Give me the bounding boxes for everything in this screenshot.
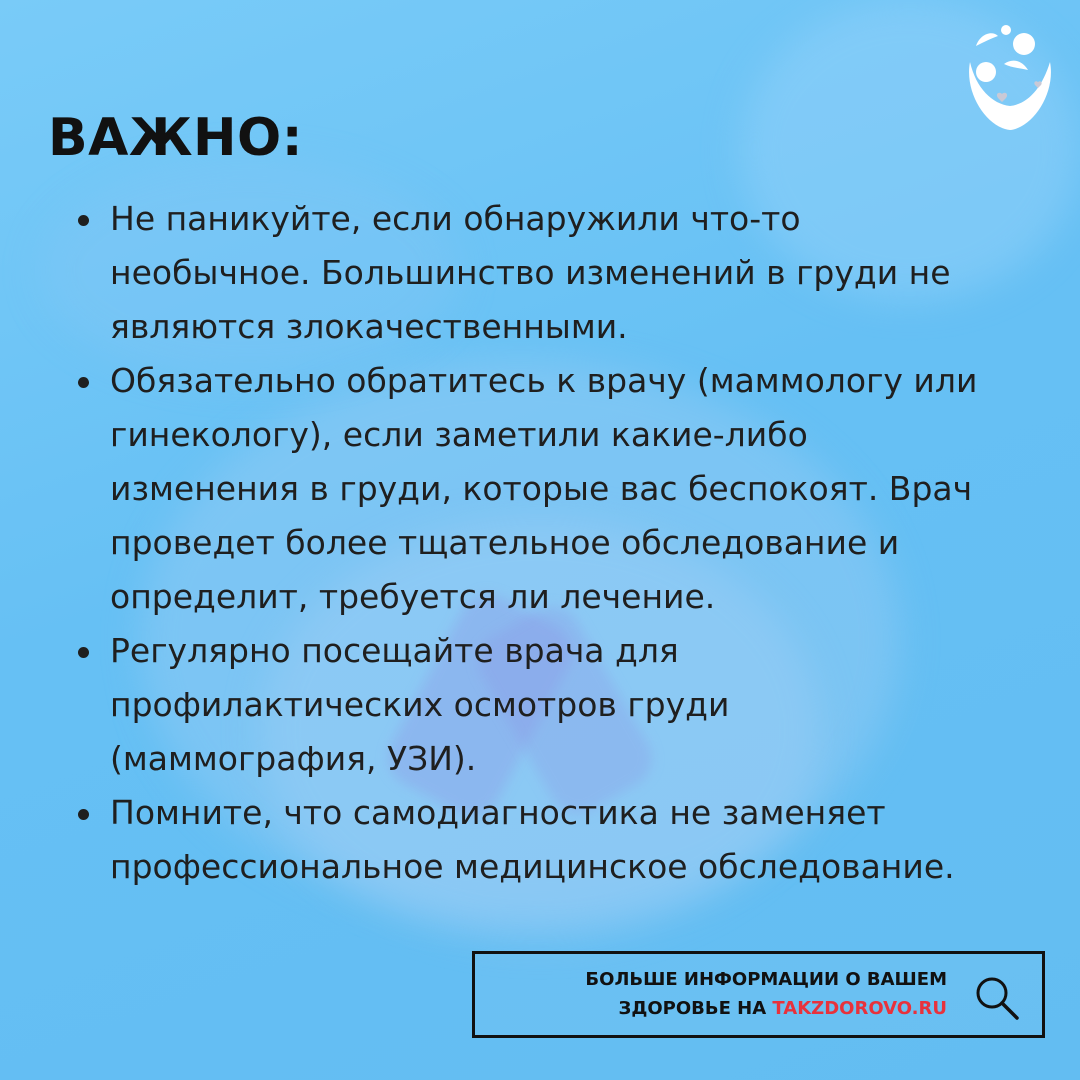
important-list bbox=[78, 192, 978, 894]
more-info-text bbox=[481, 965, 947, 1023]
bullet-icon bbox=[78, 647, 89, 658]
cta-line-2: ЗДОРОВЬЕ НА TAKZDOROVO.RU bbox=[618, 998, 947, 1019]
bullet-icon bbox=[78, 377, 89, 388]
bullet-icon bbox=[78, 809, 89, 820]
bullet-icon bbox=[78, 215, 89, 226]
list-item: Обязательно обратитесь к врачу (маммологу или гинекологу), если заметили какие-либо изменения в груди, которые вас беспокоят. Врач проведет более тщательное обследование и определит, требуется ли лечение. bbox=[78, 354, 978, 624]
list-item: Не паникуйте, если обнаружили что-то необычное. Большинство изменений в груди не являются злокачественными. bbox=[78, 192, 978, 354]
list-item: Регулярно посещайте врача для профилактических осмотров груди (маммография, УЗИ). bbox=[78, 624, 978, 786]
list-item: Помните, что самодиагностика не заменяет профессиональное медицинское обследование. bbox=[78, 786, 978, 894]
site-link[interactable]: TAKZDOROVO.RU bbox=[772, 998, 947, 1019]
search-icon[interactable] bbox=[971, 972, 1023, 1024]
cta-line-1: БОЛЬШЕ ИНФОРМАЦИИ О ВАШЕМ bbox=[585, 969, 947, 990]
page-title: ВАЖНО: bbox=[48, 108, 304, 168]
more-info-banner[interactable] bbox=[472, 951, 1045, 1038]
family-hearts-logo bbox=[962, 24, 1058, 132]
